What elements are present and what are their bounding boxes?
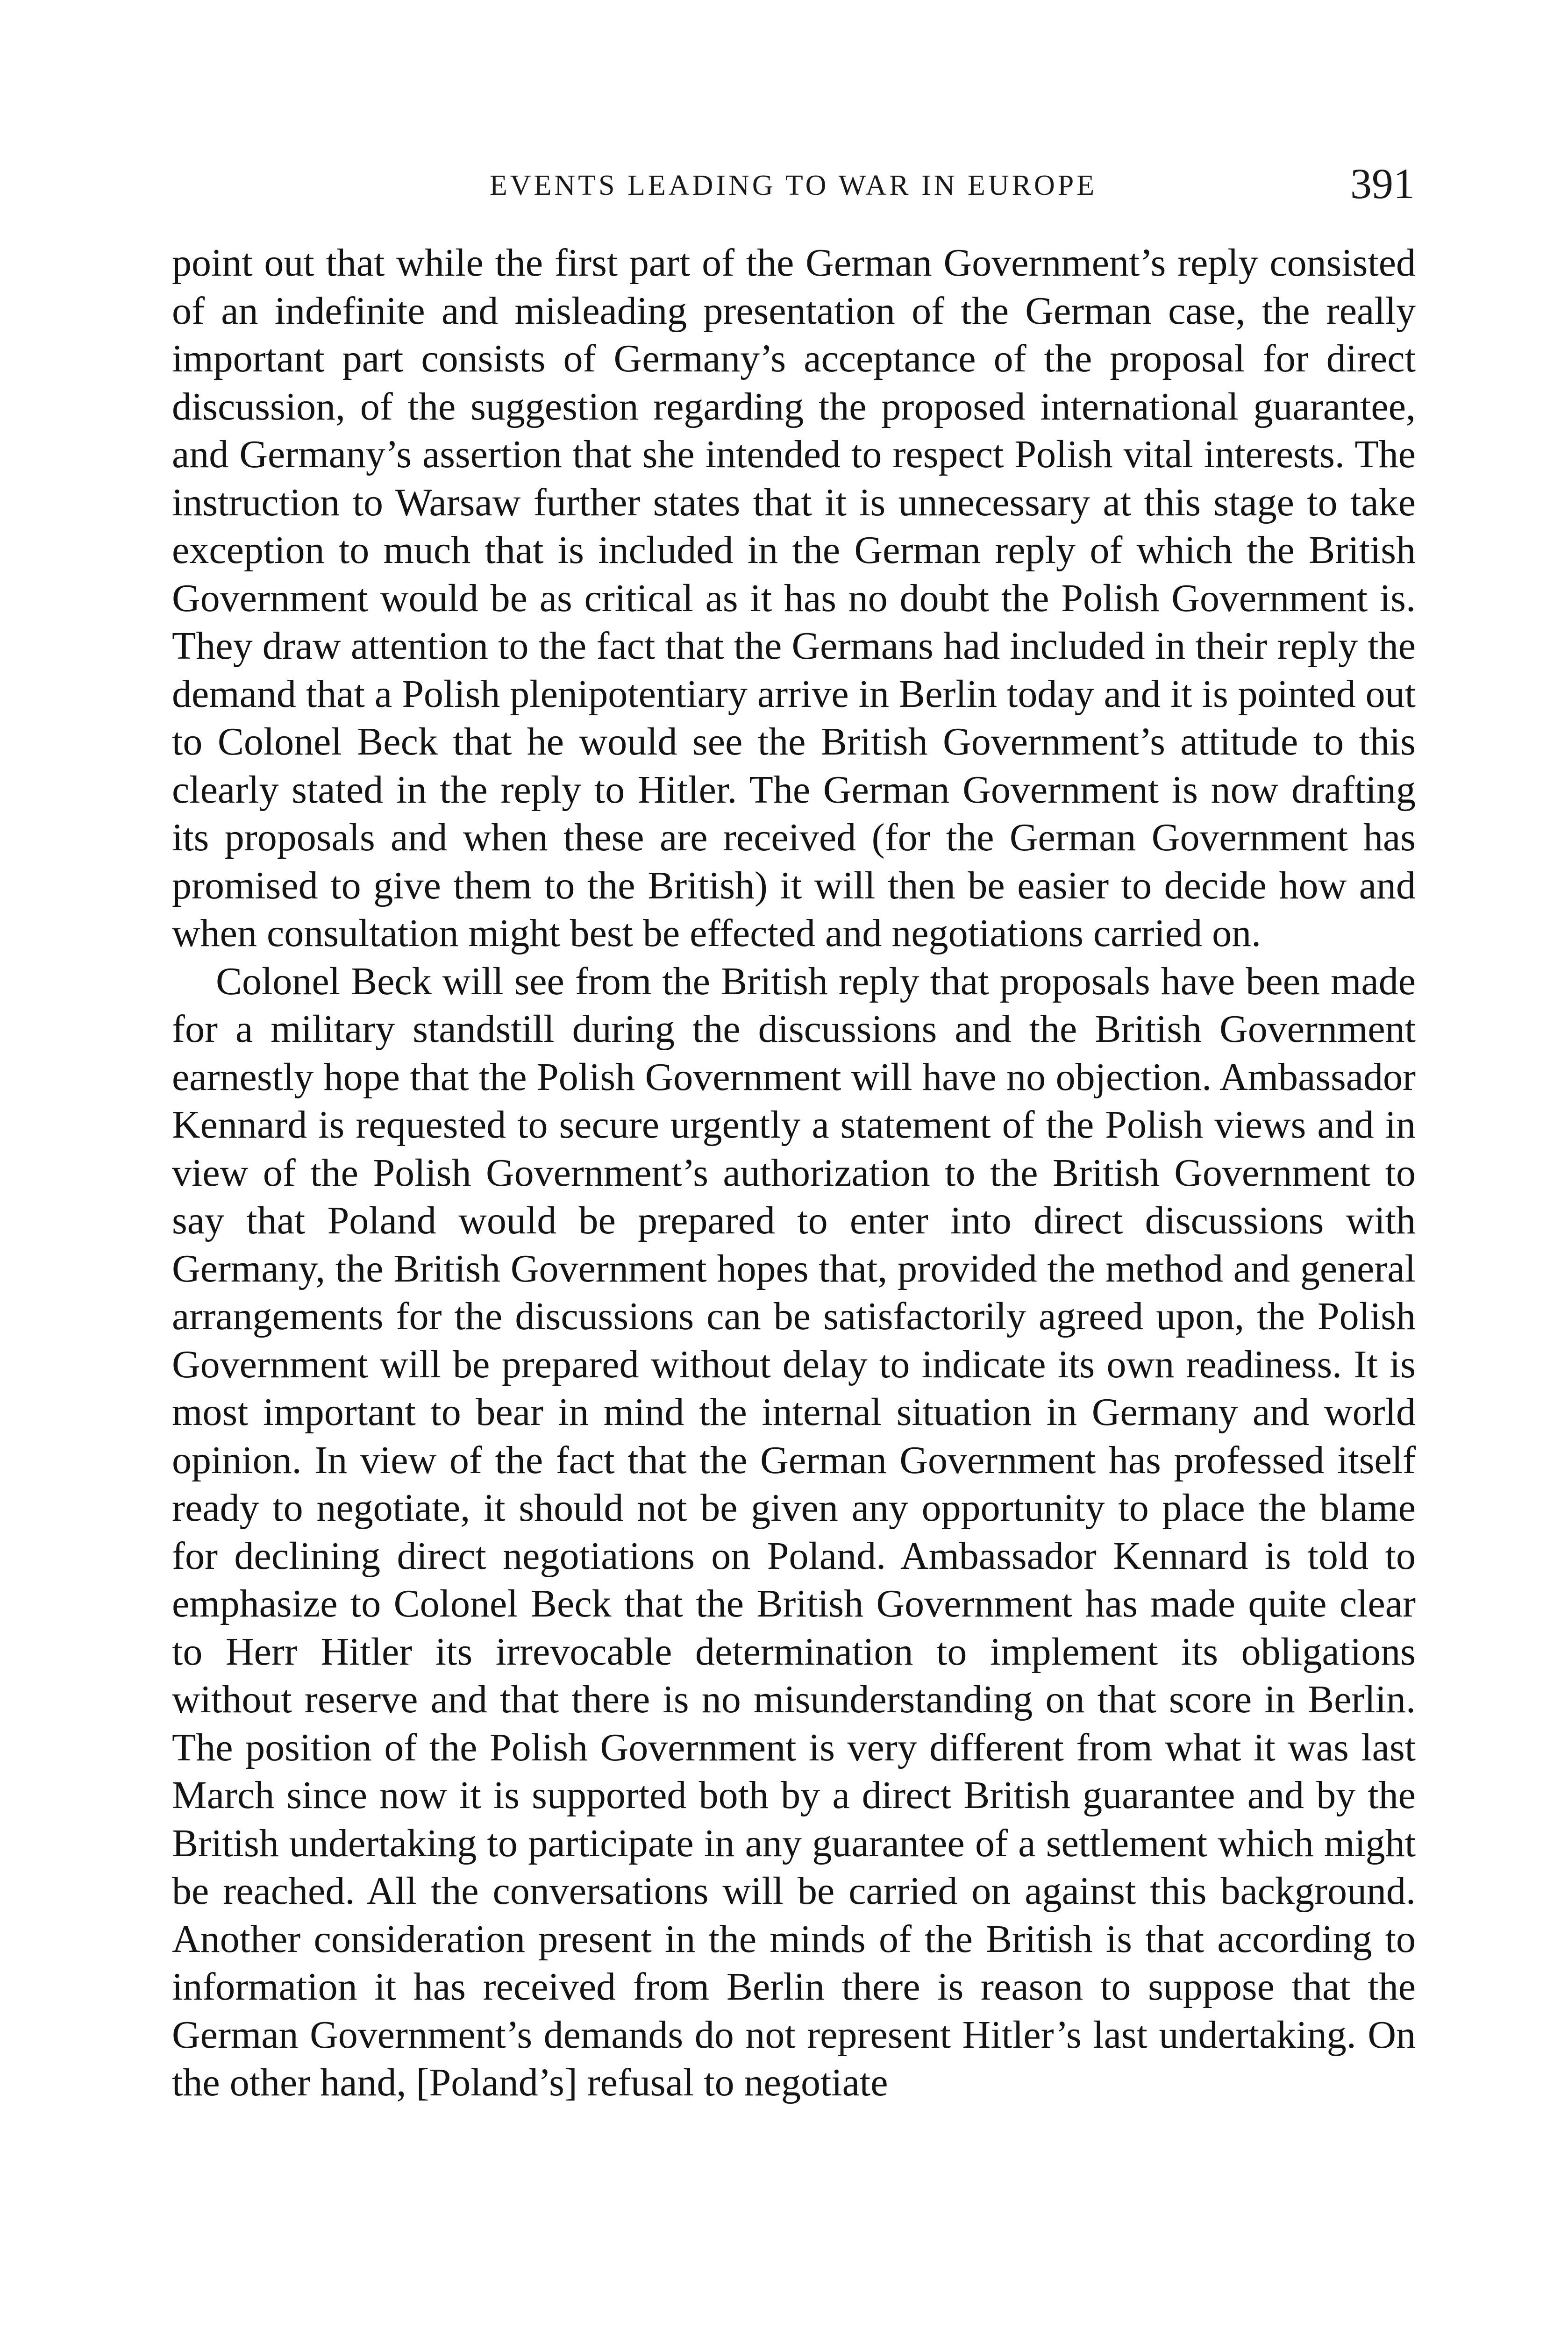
paragraph: point out that while the first part of the German Government’s reply consisted of an indefinite and misleading presentation of the German case, the really important part consists of Germany’s acceptance of the proposal for direct discussion, of the suggestion regarding the proposed international guarantee, and Germany’s assertion that she intended to respect Polish vital interests. The instruction to Warsaw further states that it is unnecessary at this stage to take exception to much that is included in the German reply of which the British Government would be as critical as it has no doubt the Polish Government is. They draw attention to the fact that the Germans had included in their reply the demand that a Polish plenipotentiary arrive in Berlin today and it is pointed out to Colonel Beck that he would see the British Government’s attitude to this clearly stated in the reply to Hitler. The German Government is now drafting its proposals and when these are received (for the German Government has promised to give them to the British) it will then be easier to decide how and when consultation might best be effected and negotiations carried on.: [172, 241, 1416, 955]
running-head: [172, 154, 1415, 220]
body-text: [172, 239, 1416, 2107]
page-number: 391: [1350, 160, 1415, 207]
running-title: EVENTS LEADING TO WAR IN EUROPE: [489, 170, 1098, 201]
paragraph: Colonel Beck will see from the British reply that proposals have been made for a military standstill during the discussions and the British Government earnestly hope that the Polish Government will have no objection. Ambassador Kennard is requested to secure urgently a statement of the Polish views and in view of the Polish Government’s authorization to the British Government to say that Poland would be prepared to enter into direct discussions with Germany, the British Government hopes that, provided the method and general arrangements for the discussions can be satisfactorily agreed upon, the Polish Government will be prepared without delay to indicate its own readiness. It is most important to bear in mind the internal situation in Germany and world opinion. In view of the fact that the German Government has professed itself ready to negotiate, it should not be given any opportunity to place the blame for declining direct negotiations on Poland. Ambassador Kennard is told to emphasize to Colonel Beck that the British Government has made quite clear to Herr Hitler its irrevocable determination to implement its obligations without reserve and that there is no misunderstanding on that score in Berlin. The position of the Polish Government is very different from what it was last March since now it is supported both by a direct British guarantee and by the British undertaking to participate in any guarantee of a settlement which might be reached. All the conversations will be carried on against this background. Another consideration present in the minds of the British is that according to information it has received from Berlin there is reason to suppose that the German Government’s demands do not represent Hitler’s last undertaking. On the other hand, [Poland’s] refusal to negotiate: [172, 959, 1416, 2104]
